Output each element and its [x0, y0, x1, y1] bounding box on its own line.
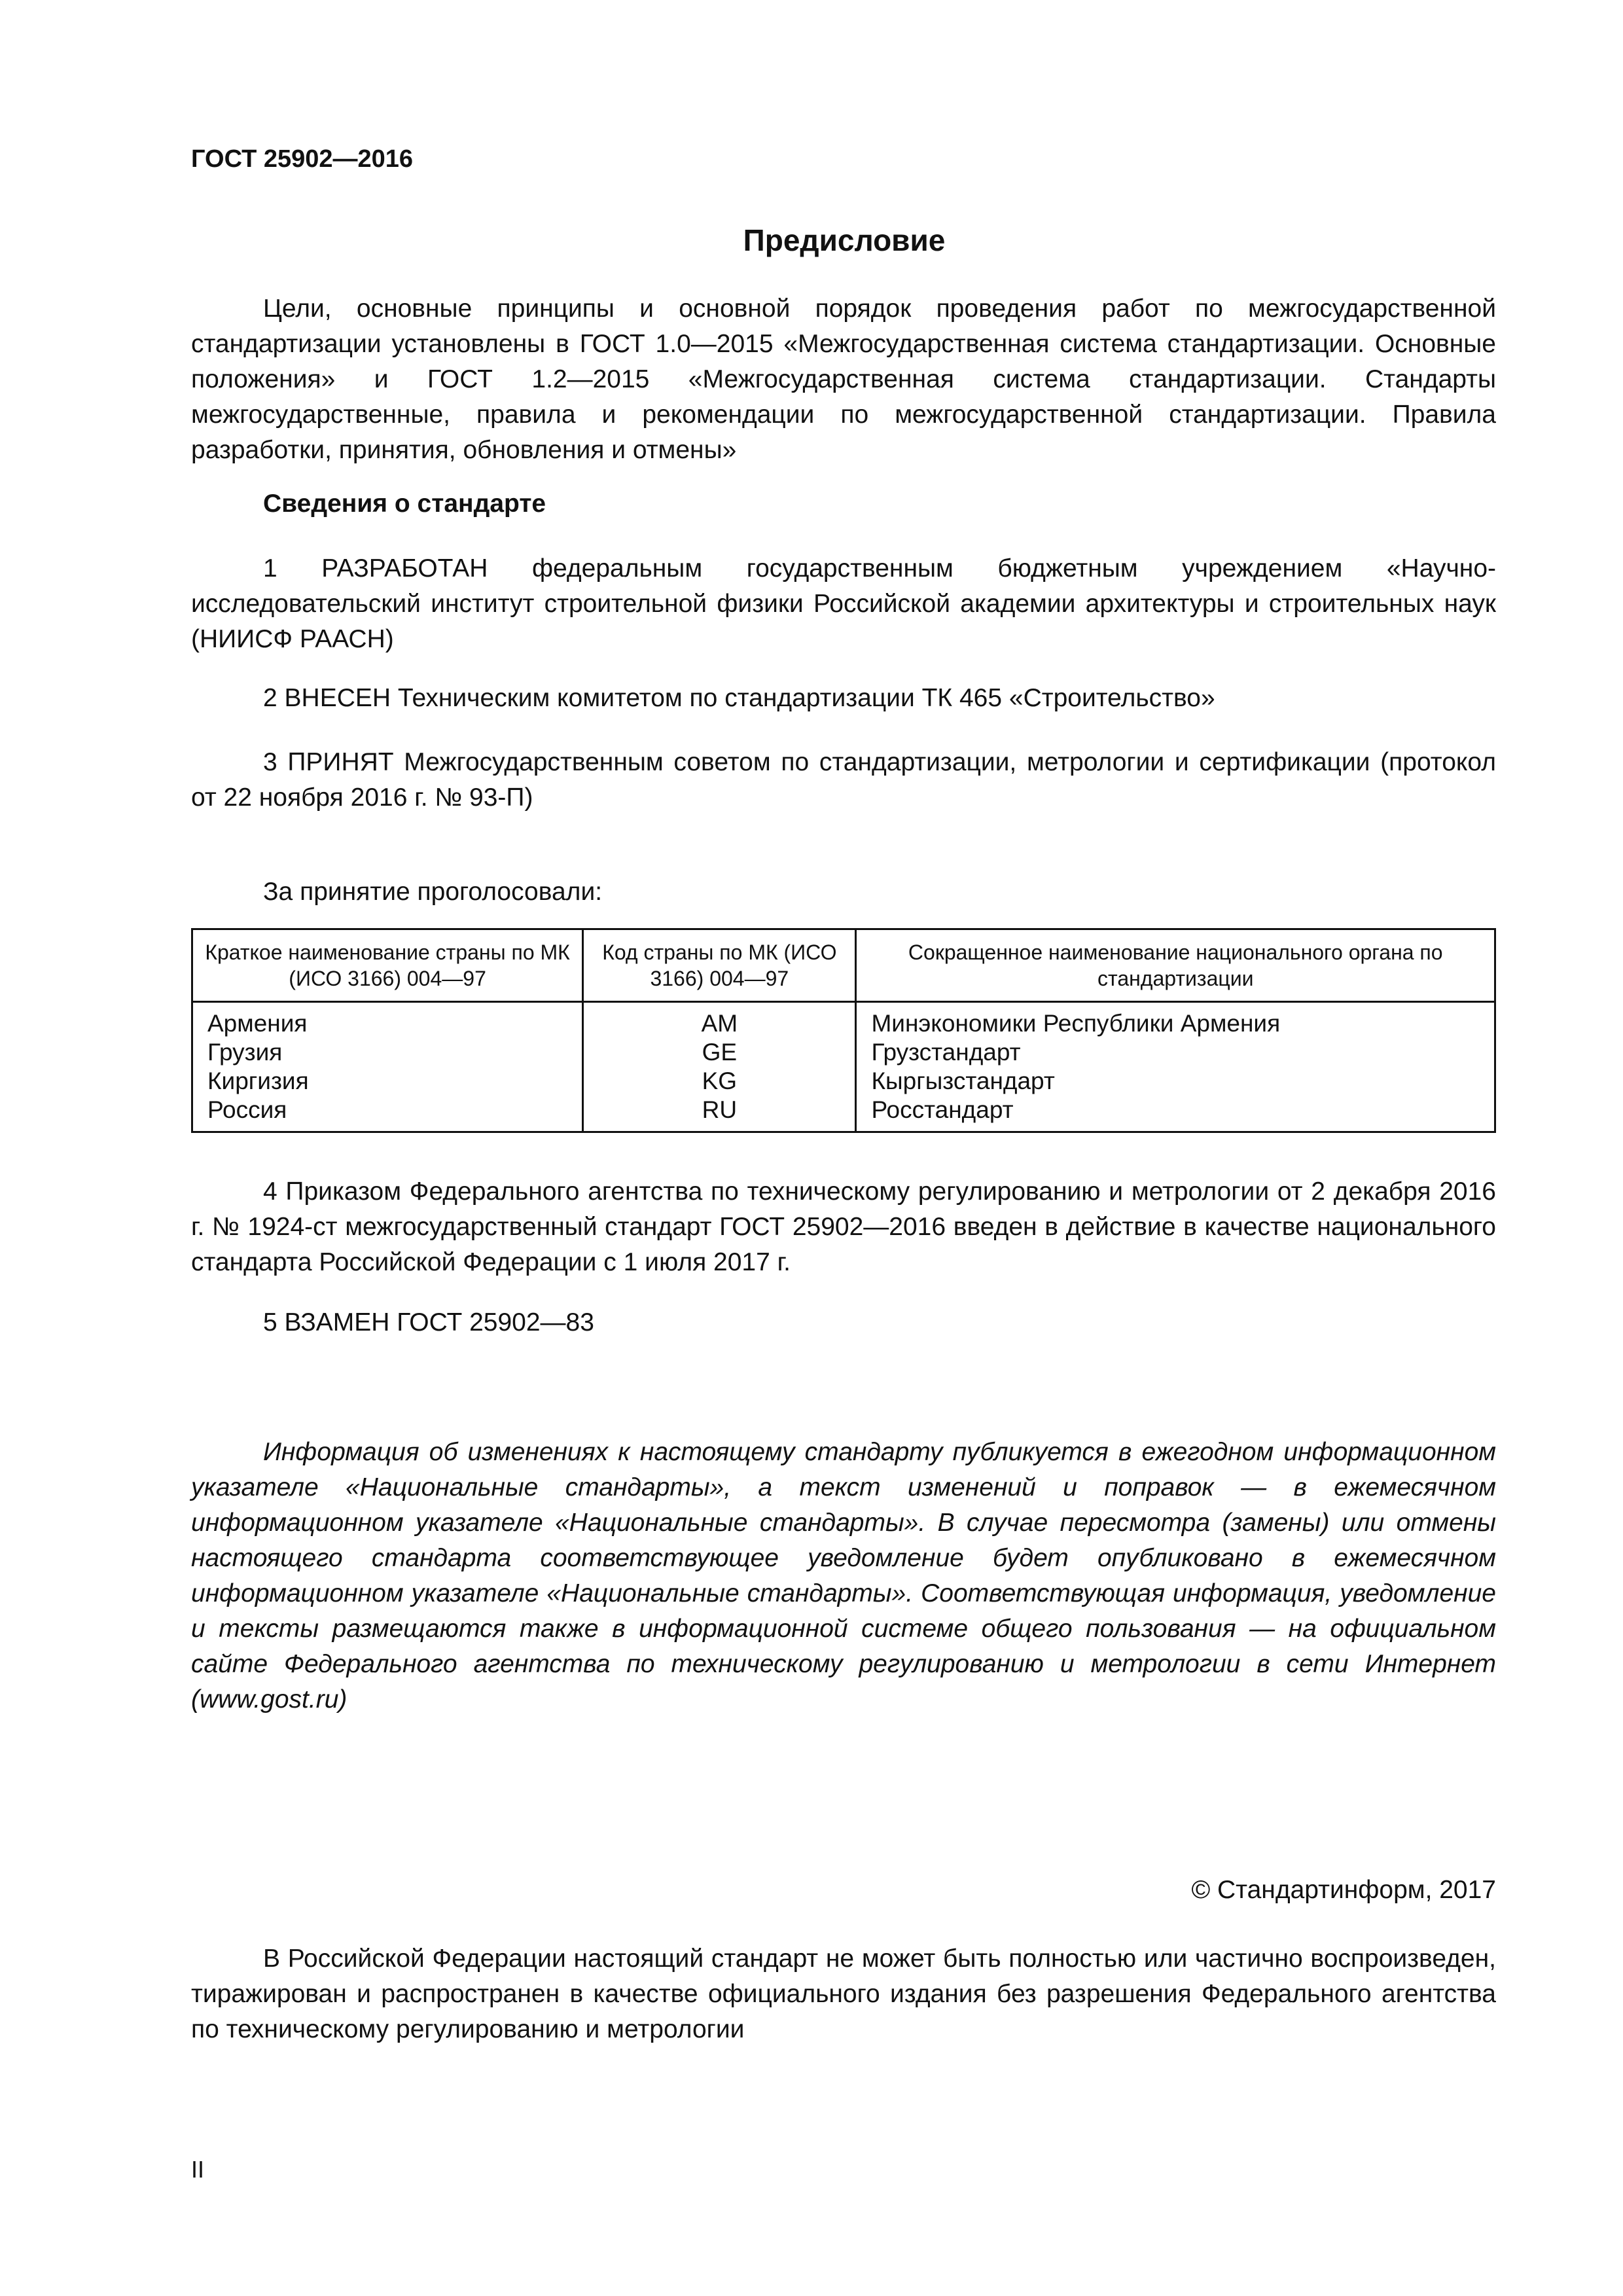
- document-code: ГОСТ 25902—2016: [191, 145, 414, 173]
- country-code: GE: [583, 1038, 856, 1067]
- vote-label: За принятие проголосовали:: [263, 878, 603, 906]
- country-name: Армения: [192, 1002, 583, 1039]
- standards-body-name: Минэкономики Республики Армения: [856, 1002, 1495, 1039]
- table-header-row: [192, 929, 1495, 1002]
- page-number: II: [191, 2156, 205, 2183]
- item-replaces: 5 ВЗАМЕН ГОСТ 25902—83: [263, 1308, 594, 1336]
- table-row: [192, 1067, 1495, 1096]
- column-header-country: Краткое наименование страны по МК (ИСО 3166) 004—97: [192, 929, 583, 1002]
- changes-notice: Информация об изменениях к настоящему стандарту публикуется в ежегодном информационном указателе «Национальные стандарты», а текст изменений и поправок — в ежемесячном информационном указателе «Национальные стандарты». В случае пересмотра (замены) или отмены настоящего стандарта соответствующее уведомление будет опубликовано в ежемесячном информационном указателе «Национальные стандарты». Соответствующая информация, уведомление и тексты размещаются также в информационной системе общего пользования — на официальном сайте Федерального агентства по техническому регулированию и метрологии в сети Интернет (www.gost.ru): [191, 1438, 1496, 1713]
- voting-countries-table: [191, 928, 1496, 1133]
- copyright-notice: © Стандартинформ, 2017: [1191, 1876, 1496, 1904]
- item-adopted: 3 ПРИНЯТ Межгосударственным советом по стандартизации, метрологии и сертификации (протокол от 22 ноября 2016 г. № 93-П): [191, 748, 1496, 812]
- section-heading: Сведения о стандарте: [263, 490, 546, 518]
- intro-paragraph: Цели, основные принципы и основной порядок проведения работ по межгосударственной стандартизации установлены в ГОСТ 1.0—2015 «Межгосударственная система стандартизации. Основные положения» и ГОСТ 1.2—2015 «Межгосударственная система стандартизации. Стандарты межгосударственные, правила и рекомендации по межгосударственной стандартизации. Правила разработки, принятия, обновления и отмены»: [191, 295, 1496, 464]
- column-header-code: Код страны по МК (ИСО 3166) 004—97: [583, 929, 856, 1002]
- standards-body-name: Кыргызстандарт: [856, 1067, 1495, 1096]
- table-row: [192, 1038, 1495, 1067]
- table-row: [192, 1002, 1495, 1039]
- country-name: Грузия: [192, 1038, 583, 1067]
- standards-body-name: Росстандарт: [856, 1096, 1495, 1132]
- country-name: Киргизия: [192, 1067, 583, 1096]
- item-introduced: 2 ВНЕСЕН Техническим комитетом по стандартизации ТК 465 «Строительство»: [263, 684, 1215, 712]
- column-header-standards-body: Сокращенное наименование национального органа по стандартизации: [856, 929, 1495, 1002]
- country-code: KG: [583, 1067, 856, 1096]
- country-code: AM: [583, 1002, 856, 1039]
- country-name: Россия: [192, 1096, 583, 1132]
- item-order: 4 Приказом Федерального агентства по техническому регулированию и метрологии от 2 декабря 2016 г. № 1924-ст межгосударственный стандарт ГОСТ 25902—2016 введен в действие в качестве национального стандарта Российской Федерации с 1 июля 2017 г.: [191, 1177, 1496, 1276]
- reproduction-notice: В Российской Федерации настоящий стандарт не может быть полностью или частично воспроизведен, тиражирован и распространен в качестве официального издания без разрешения Федерального агентства по техническому регулированию и метрологии: [191, 1945, 1496, 2043]
- table-row: [192, 1096, 1495, 1132]
- country-code: RU: [583, 1096, 856, 1132]
- standards-body-name: Грузстандарт: [856, 1038, 1495, 1067]
- item-developed: 1 РАЗРАБОТАН федеральным государственным бюджетным учреждением «Научно-исследовательский институт строительной физики Российской академии архитектуры и строительных наук (НИИСФ РААСН): [191, 554, 1496, 653]
- page-title: Предисловие: [743, 223, 946, 257]
